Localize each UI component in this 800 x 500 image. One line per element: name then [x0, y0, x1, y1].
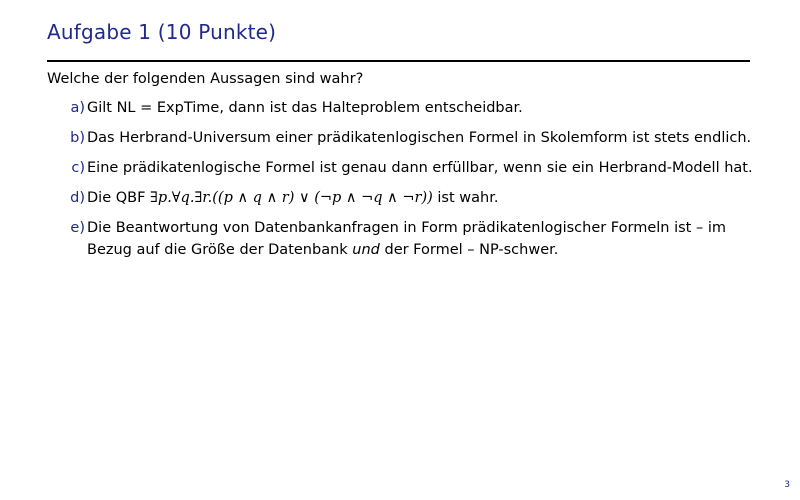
emphasis-text: und: [352, 242, 380, 258]
item-text: [87, 187, 772, 209]
item-prefix: Die QBF: [87, 190, 146, 206]
question-intro: Welche der folgenden Aussagen sind wahr?: [47, 71, 364, 87]
list-item-d: [47, 187, 772, 209]
item-marker: b): [70, 130, 85, 146]
page-number: 3: [784, 480, 790, 490]
list-item-a: [47, 97, 772, 119]
statement-list: [47, 97, 772, 269]
item-text: Gilt NL = ExpTime, dann ist das Halteproblem entscheidbar.: [87, 100, 523, 116]
item-marker: d): [70, 190, 85, 206]
item-text: Eine prädikatenlogische Formel ist genau dann erfüllbar, wenn sie ein Herbrand-Modell hat.: [87, 160, 753, 176]
list-item-e: [47, 217, 772, 261]
item-text-after: der Formel – NP-schwer.: [384, 242, 559, 258]
item-text: Das Herbrand-Universum einer prädikatenlogischen Formel in Skolemform ist stets endlich.: [87, 130, 752, 146]
slide-title: Aufgabe 1 (10 Punkte): [47, 20, 277, 44]
list-item-b: [47, 127, 772, 149]
list-item-c: [47, 157, 772, 179]
item-text-before: Die Beantwortung von Datenbankanfragen in Form prädikatenlogischer Formeln ist – im Bezug auf die Größe der Datenbank: [87, 220, 726, 258]
item-marker: c): [71, 160, 85, 176]
item-marker: e): [70, 220, 85, 236]
qbf-formula: ∃p.∀q.∃r.((p ∧ q ∧ r) ∨ (¬p ∧ ¬q ∧ ¬r)): [150, 190, 433, 206]
item-marker: a): [70, 100, 85, 116]
title-divider: [47, 60, 750, 62]
item-text: [87, 217, 772, 261]
item-suffix: ist wahr.: [437, 190, 499, 206]
